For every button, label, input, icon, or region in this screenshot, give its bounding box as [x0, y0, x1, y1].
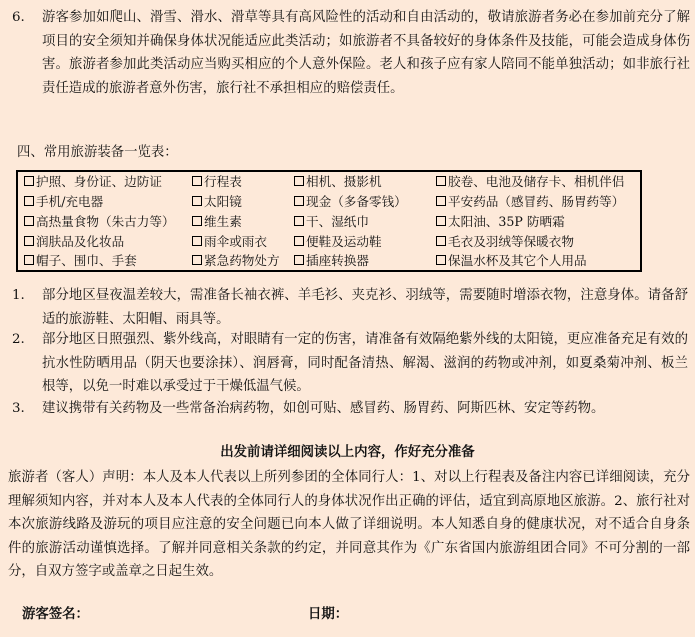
checklist-item[interactable] [192, 173, 242, 191]
checkbox-icon[interactable] [436, 236, 446, 246]
checklist-label: 保温水杯及其它个人用品 [448, 253, 587, 268]
checkbox-icon[interactable] [192, 176, 202, 186]
checklist-label: 平安药品（感冒药、肠胃药等） [448, 194, 625, 209]
checkbox-icon[interactable] [192, 196, 202, 206]
tourist-declaration [8, 466, 690, 584]
checklist-label: 干、湿纸巾 [306, 214, 369, 229]
checkbox-icon[interactable] [436, 196, 446, 206]
checkbox-icon[interactable] [294, 236, 304, 246]
checkbox-icon[interactable] [436, 216, 446, 226]
checklist-item[interactable] [294, 213, 369, 231]
item-text: 部分地区昼夜温差较大，需准备长袖衣裤、羊毛衫、夹克衫、羽绒等，需要随时增添衣物，注意身体。请备舒适的旅游鞋、太阳帽、雨具等。 [42, 288, 688, 327]
checkbox-icon[interactable] [294, 255, 304, 265]
declaration-text: 旅游者（客人）声明：本人及本人代表以上所列参团的全体同行人：1、对以上行程表及备注内容已详细阅读，充分理解须知内容，并对本人及本人代表的全体同行人的身体状况作出正确的评估，适宜到高原地区旅游。2、旅行社对本次旅游线路及游玩的项目应注意的安全问题已向本人做了详细说明。本人知悉自身的健康状况，对不适合自身条件的旅游活动谨慎选择。了解并同意相关条款的约定，并同意其作为《广东省国内旅游组团合同》不可分割的一部分，自双方签字或盖章之日起生效。 [8, 470, 690, 580]
item-text: 部分地区日照强烈、紫外线高，对眼睛有一定的伤害，请准备有效隔绝紫外线的太阳镜，更应准备充足有效的抗水性防晒用品（阴天也要涂抹）、润唇膏，同时配备清热、解渴、滋润的药物或冲剂，如夏桑菊冲剂、板兰根等，以免一时难以承受过于干燥低温气候。 [42, 332, 688, 395]
checklist-item[interactable] [24, 213, 175, 231]
item-number: 3. [12, 401, 25, 416]
reminder-title: 出发前请详细阅读以上内容，作好充分准备 [220, 445, 475, 460]
checklist-item[interactable] [294, 193, 407, 211]
checklist-label: 帽子、围巾、手套 [36, 253, 137, 268]
checklist-item[interactable] [24, 173, 162, 191]
checkbox-icon[interactable] [294, 196, 304, 206]
checklist-item[interactable] [192, 252, 280, 270]
checklist-label: 紧急药物处方 [204, 253, 280, 268]
checklist-label: 胶卷、电池及储存卡、相机伴侣 [448, 174, 625, 189]
checklist-label: 相机、摄影机 [306, 174, 382, 189]
checklist-item[interactable] [436, 252, 587, 270]
checklist-label: 插座转换器 [306, 253, 369, 268]
checkbox-icon[interactable] [24, 196, 34, 206]
checklist-label: 护照、身份证、边防证 [36, 174, 162, 189]
checkbox-icon[interactable] [294, 176, 304, 186]
checklist-item[interactable] [436, 233, 574, 251]
checklist-label: 现金（多备零钱） [306, 194, 407, 209]
note-item-6 [12, 6, 690, 100]
item-number: 2. [12, 332, 25, 347]
equipment-checklist-box [16, 170, 642, 272]
item-number: 6. [12, 10, 25, 25]
checklist-item[interactable] [192, 193, 242, 211]
date-label: 日期： [308, 607, 349, 622]
checkbox-icon[interactable] [436, 255, 446, 265]
checklist-label: 太阳油、35P 防晒霜 [448, 214, 565, 229]
checklist-label: 润肤品及化妆品 [36, 234, 125, 249]
checklist-item[interactable] [294, 233, 382, 251]
checklist-item[interactable] [436, 193, 624, 211]
checkbox-icon[interactable] [24, 216, 34, 226]
checkbox-icon[interactable] [436, 176, 446, 186]
checklist-label: 维生素 [204, 214, 242, 229]
checkbox-icon[interactable] [24, 176, 34, 186]
note-item-3 [12, 397, 688, 421]
checklist-item[interactable] [192, 233, 267, 251]
item-text: 游客参加如爬山、滑雪、滑水、滑草等具有高风险性的活动和自由活动的，敬请旅游者务必在参加前充分了解项目的安全须知并确保身体状况能适应此类活动；如旅游者不具备较好的身体条件及技能，可能会造成身体伤害。旅游者参加此类活动应当购买相应的个人意外保险。老人和孩子应有家人陪同不能单独活动；如非旅行社责任造成的旅游者意外伤害，旅行社不承担相应的赔偿责任。 [42, 10, 690, 96]
checklist-label: 毛衣及羽绒等保暖衣物 [448, 234, 574, 249]
checklist-label: 太阳镜 [204, 194, 242, 209]
checklist-item[interactable] [24, 193, 103, 211]
checkbox-icon[interactable] [24, 255, 34, 265]
checkbox-icon[interactable] [192, 236, 202, 246]
tourist-signature-label: 游客签名： [22, 607, 89, 622]
checklist-item[interactable] [294, 173, 382, 191]
checkbox-icon[interactable] [192, 255, 202, 265]
checklist-label: 行程表 [204, 174, 242, 189]
item-text: 建议携带有关药物及一些常备治病药物，如创可贴、感冒药、肠胃药、阿斯匹林、安定等药物。 [42, 401, 605, 416]
note-item-1 [12, 284, 688, 331]
checklist-item[interactable] [294, 252, 369, 270]
checklist-item[interactable] [192, 213, 242, 231]
checklist-label: 高热量食物（朱古力等） [36, 214, 175, 229]
checklist-item[interactable] [436, 213, 565, 231]
note-item-2 [12, 328, 688, 399]
checkbox-icon[interactable] [294, 216, 304, 226]
checklist-item[interactable] [24, 252, 137, 270]
checklist-item[interactable] [436, 173, 624, 191]
checklist-label: 便鞋及运动鞋 [306, 234, 382, 249]
checklist-item[interactable] [24, 233, 124, 251]
checklist-label: 手机/充电器 [36, 194, 104, 209]
item-number: 1. [12, 288, 25, 303]
checkbox-icon[interactable] [24, 236, 34, 246]
equipment-section-title: 四、常用旅游装备一览表： [17, 145, 178, 160]
checklist-label: 雨伞或雨衣 [204, 234, 267, 249]
checkbox-icon[interactable] [192, 216, 202, 226]
